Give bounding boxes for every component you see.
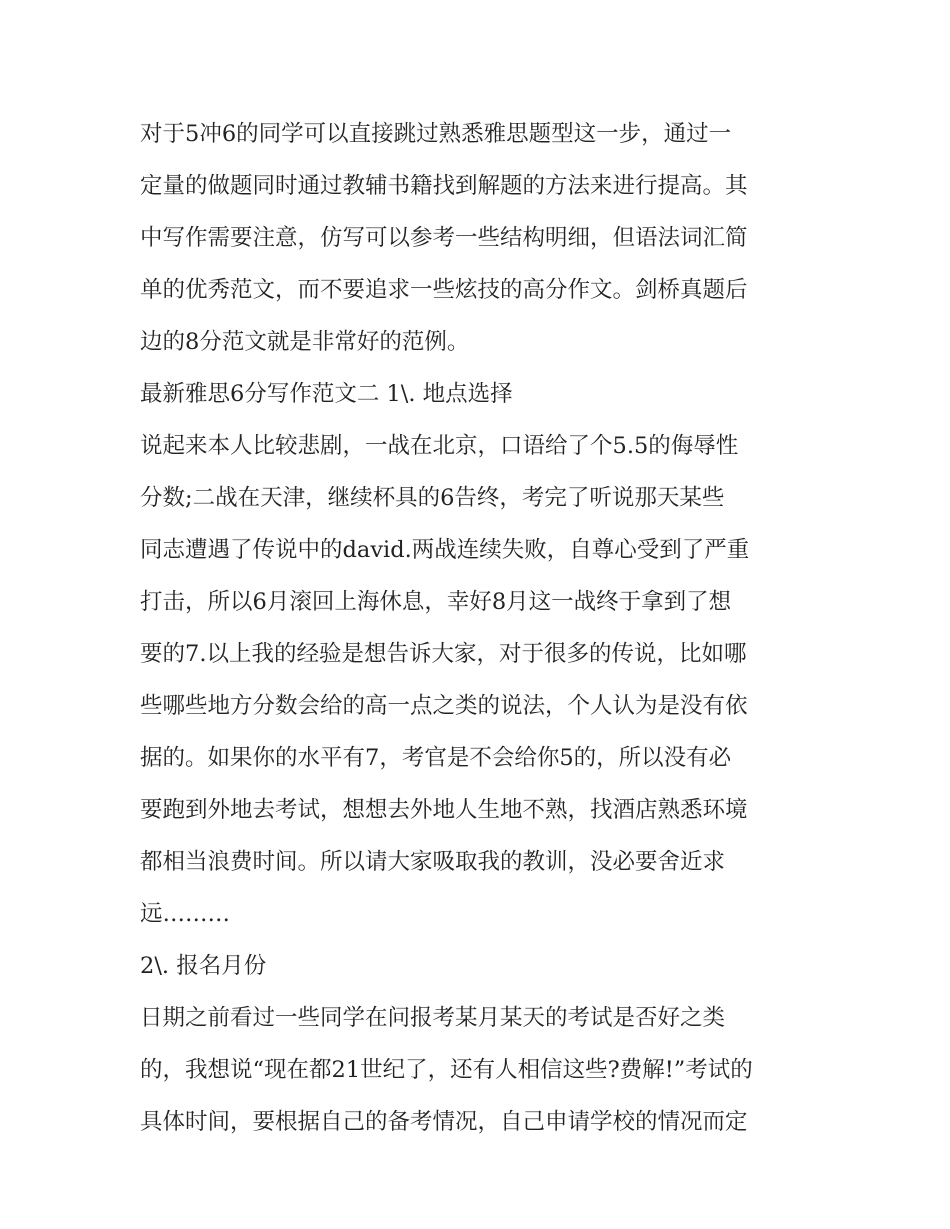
text-line: 中写作需要注意，仿写可以参考一些结构明细，但语法词汇简 bbox=[140, 225, 748, 251]
text-line: 打击，所以6月滚回上海休息，幸好8月这一战终于拿到了想 bbox=[140, 589, 732, 615]
section-heading-location: 最新雅思6分写作范文二 1\. 地点选择 bbox=[140, 381, 513, 407]
paragraph-registration-month bbox=[140, 992, 820, 1148]
paragraph-location bbox=[140, 420, 820, 940]
text-line: 要的7.以上我的经验是想告诉大家，对于很多的传说，比如哪 bbox=[140, 641, 747, 667]
text-line: 据的。如果你的水平有7，考官是不会给你5的，所以没有必 bbox=[140, 745, 732, 771]
text-line: 远……… bbox=[140, 901, 231, 927]
paragraph-intro bbox=[140, 108, 820, 368]
text-line: 些哪些地方分数会给的高一点之类的说法，个人认为是没有依 bbox=[140, 693, 748, 719]
text-line: 的，我想说“现在都21世纪了，还有人相信这些?费解!”考试的 bbox=[140, 1057, 753, 1083]
text-line: 说起来本人比较悲剧，一战在北京，口语给了个5.5的侮辱性 bbox=[140, 433, 739, 459]
text-line: 对于5冲6的同学可以直接跳过熟悉雅思题型这一步，通过一 bbox=[140, 121, 732, 147]
text-line: 分数;二战在天津，继续杯具的6告终，考完了听说那天某些 bbox=[140, 485, 725, 511]
text-line: 定量的做题同时通过教辅书籍找到解题的方法来进行提高。其 bbox=[140, 173, 748, 199]
text-line: 要跑到外地去考试，想想去外地人生地不熟，找酒店熟悉环境 bbox=[140, 797, 748, 823]
text-line: 日期之前看过一些同学在问报考某月某天的考试是否好之类 bbox=[140, 1005, 726, 1031]
text-line: 边的8分范文就是非常好的范例。 bbox=[140, 329, 470, 355]
text-line: 同志遭遇了传说中的david.两战连续失败，自尊心受到了严重 bbox=[140, 537, 750, 563]
text-line: 单的优秀范文，而不要追求一些炫技的高分作文。剑桥真题后 bbox=[140, 277, 748, 303]
section-heading-registration-month: 2\. 报名月份 bbox=[140, 953, 267, 979]
document-body bbox=[140, 108, 820, 1148]
text-line: 具体时间，要根据自己的备考情况，自己申请学校的情况而定 bbox=[140, 1109, 748, 1135]
text-line: 都相当浪费时间。所以请大家吸取我的教训，没必要舍近求 bbox=[140, 849, 726, 875]
